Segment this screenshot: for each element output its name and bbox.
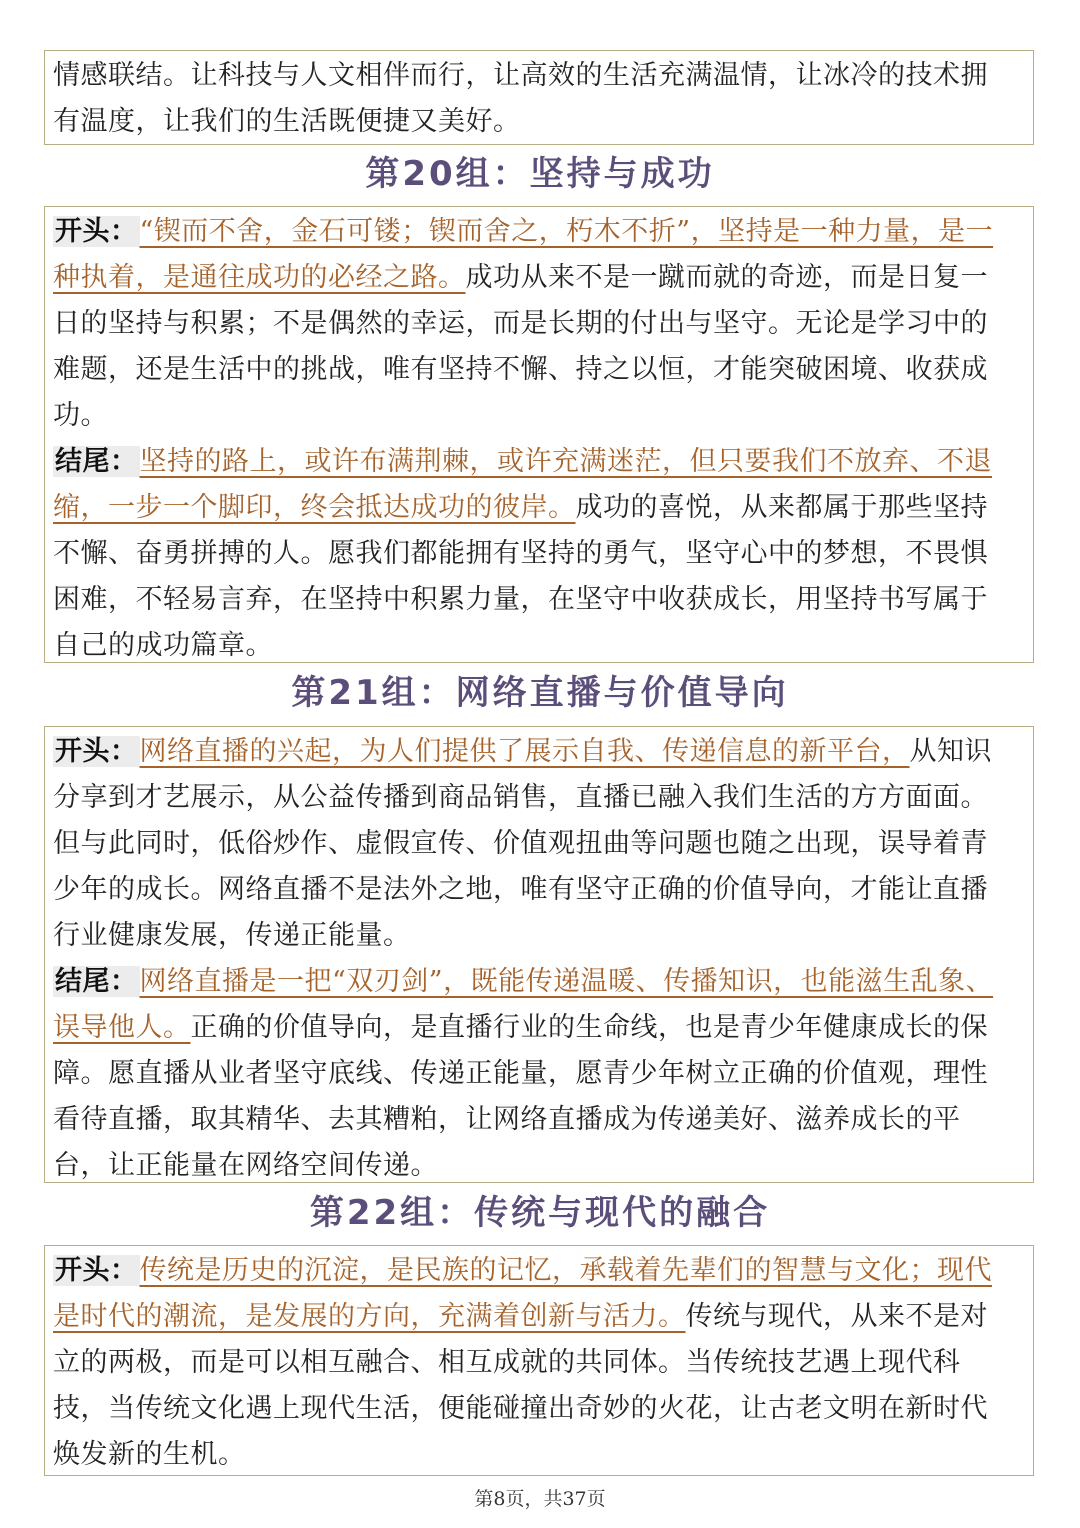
opening-text: 成功从来不是一蹴而就的奇迹，而是日复一日的坚持与积累；不是偶然的幸运，而是长期的付出与坚守。无论是学习中的难题，还是生活中的挑战，唯有坚持不懈、持之以恒，才能突破困境、收获成功。 <box>53 262 988 431</box>
ending-highlight: 坚持的路上，或许布满荆棘，或许充满迷茫，但只要我们不放弃、不退缩，一步一个脚印，终会抵达成功的彼岸。 <box>53 446 992 523</box>
section-20-opening <box>53 209 1007 439</box>
section-20-title: 第20组：坚持与成功 <box>365 154 715 194</box>
ending-text: 正确的价值导向，是直播行业的生命线，也是青少年健康成长的保障。愿直播从业者坚守底线、传递正能量，愿青少年树立正确的价值观，理性看待直播，取其精华、去其糟粕，让网络直播成为传递美好、滋养成长的平台，让正能量在网络空间传递。 <box>53 1012 988 1181</box>
ending-text: 成功的喜悦，从来都属于那些坚持不懈、奋勇拼搏的人。愿我们都能拥有坚持的勇气，坚守心中的梦想，不畏惧困难，不轻易言弃，在坚持中积累力量，在坚守中收获成长，用坚持书写属于自己的成功篇章。 <box>53 492 988 661</box>
opening-text: 传统与现代，从来不是对立的两极，而是可以相互融合、相互成就的共同体。当传统技艺遇上现代科技，当传统文化遇上现代生活，便能碰撞出奇妙的火花，让古老文明在新时代焕发新的生机。 <box>53 1301 988 1470</box>
opening-highlight: 网络直播的兴起，为人们提供了展示自我、传递信息的新平台， <box>139 736 910 767</box>
page-number: 第8页，共37页 <box>474 1488 606 1510</box>
opening-text: 从知识分享到才艺展示，从公益传播到商品销售，直播已融入我们生活的方方面面。但与此同时，低俗炒作、虚假宣传、价值观扭曲等问题也随之出现，误导着青少年的成长。网络直播不是法外之地，唯有坚守正确的价值导向，才能让直播行业健康发展，传递正能量。 <box>53 736 992 951</box>
section-22-title: 第22组：传统与现代的融合 <box>309 1193 771 1233</box>
opening-highlight: 传统是历史的沉淀，是民族的记忆，承载着先辈们的智慧与文化；现代是时代的潮流，是发展的方向，充满着创新与活力。 <box>53 1255 992 1332</box>
section-20-ending <box>53 439 1007 669</box>
section-21-ending <box>53 959 1007 1189</box>
ending-label: 结尾： <box>55 966 138 997</box>
opening-highlight: “锲而不舍，金石可镂；锲而舍之，朽木不折”，坚持是一种力量，是一种执着，是通往成功的必经之路。 <box>53 216 994 293</box>
section-22-opening <box>53 1248 1007 1478</box>
opening-label: 开头： <box>55 216 138 247</box>
intro-paragraph: 情感联结。让科技与人文相伴而行，让高效的生活充满温情，让冰冷的技术拥有温度，让我们的生活既便捷又美好。 <box>53 60 988 137</box>
section-21-title: 第21组：网络直播与价值导向 <box>291 673 789 713</box>
section-20-box <box>44 206 1034 663</box>
section-21-opening <box>53 729 1007 959</box>
ending-label: 结尾： <box>55 446 138 477</box>
intro-text-box <box>44 50 1034 145</box>
opening-label: 开头： <box>55 1255 138 1286</box>
section-22-box <box>44 1245 1034 1476</box>
ending-highlight: 网络直播是一把“双刃剑”，既能传递温暖、传播知识，也能滋生乱象、误导他人。 <box>53 966 994 1043</box>
opening-label: 开头： <box>55 736 138 767</box>
section-21-box <box>44 726 1034 1183</box>
